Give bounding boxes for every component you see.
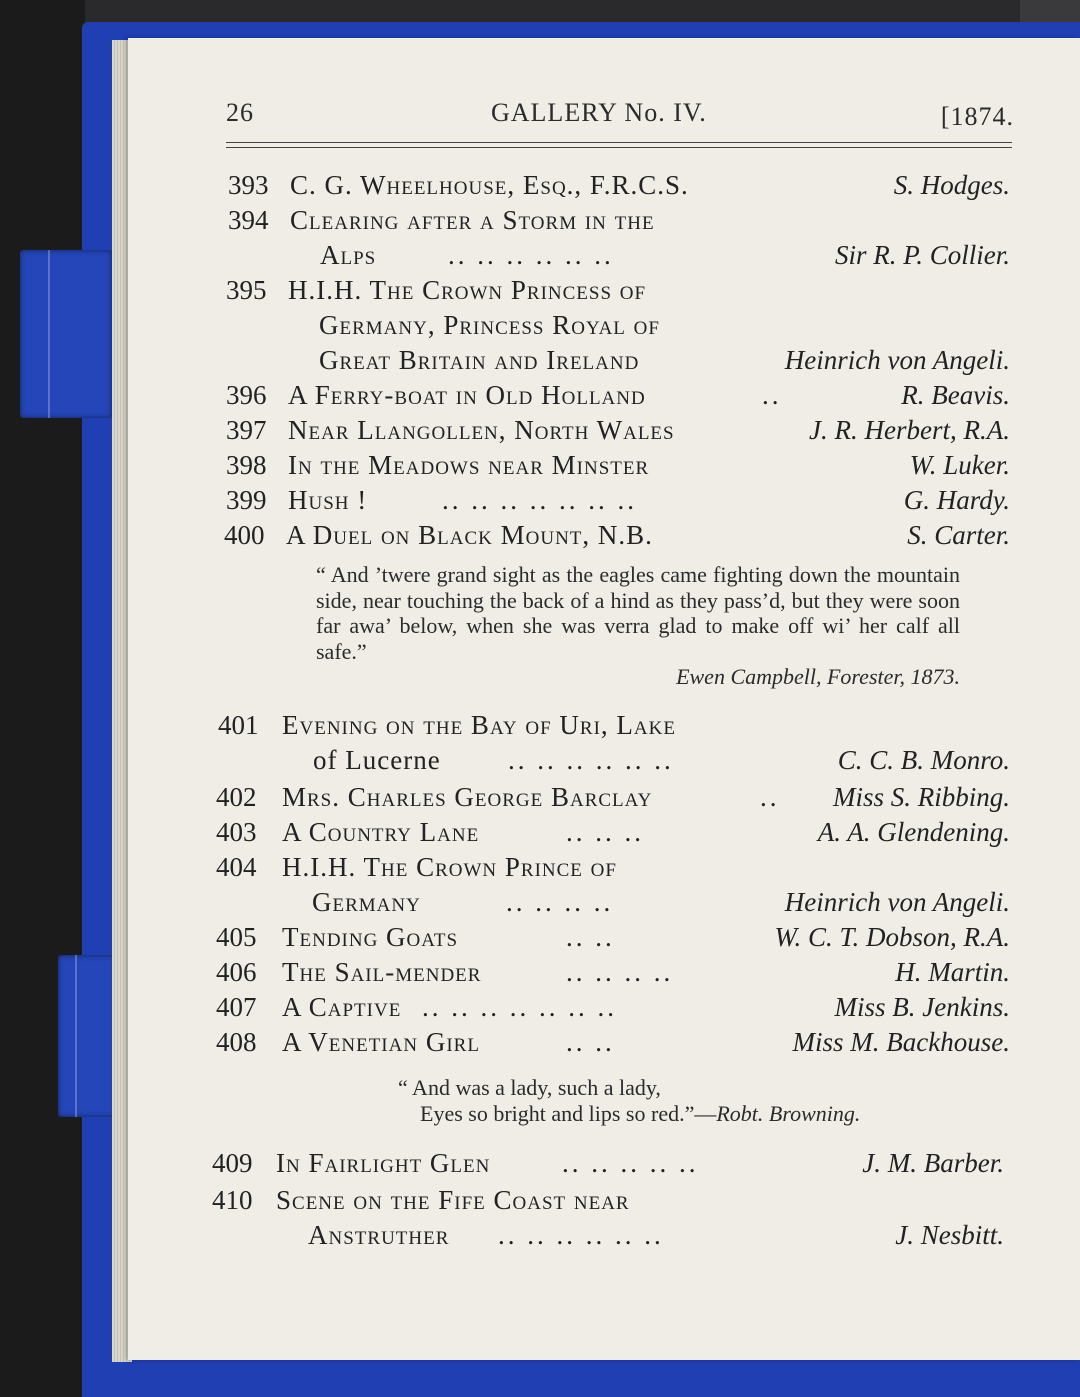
catalogue-entry: [226, 483, 1010, 517]
entry-title: of Lucerne: [313, 745, 441, 775]
index-tab: [58, 955, 116, 1117]
entry-artist: G. Hardy.: [903, 485, 1010, 515]
catalogue-entry: [224, 518, 1010, 552]
catalogue-entry-continuation: [212, 1218, 1004, 1252]
quote-text: “ And ’twere grand sight as the eagles came fighting down the mountain side, near touching the back of a hind as they pass’d, but they were soon far awa’ below, when she was verra glad to make off wi’ her calf all safe.”: [316, 562, 960, 664]
entry-title: Hush !: [288, 485, 368, 515]
entry-artist: J. R. Herbert, R.A.: [809, 415, 1010, 445]
entry-number: 409: [212, 1148, 253, 1178]
leader-dots: .. .. .. .. ..: [562, 1148, 699, 1178]
entry-artist: Miss B. Jenkins.: [834, 992, 1010, 1022]
page-number: 26: [226, 98, 254, 127]
entry-artist: J. M. Barber.: [862, 1148, 1004, 1178]
catalogue-entry: [226, 273, 1010, 307]
catalogue-entry: [218, 708, 1010, 742]
leader-dots: .. .. .. .. .. ..: [508, 745, 674, 775]
catalogue-entry: [216, 990, 1010, 1024]
catalogue-entry-continuation: [226, 343, 1010, 377]
entry-number: 396: [226, 380, 267, 410]
header-rule: [226, 147, 1012, 148]
leader-dots: .. ..: [566, 1027, 615, 1057]
entry-title: A Ferry-boat in Old Holland: [288, 380, 646, 410]
catalogue-entry: [228, 168, 1010, 202]
entry-artist: Heinrich von Angeli.: [784, 887, 1010, 917]
quotation: [316, 562, 960, 690]
entry-title: Germany: [312, 887, 421, 917]
leader-dots: .. .. ..: [566, 817, 644, 847]
entry-title: A Country Lane: [282, 817, 480, 847]
catalogue-entry: [212, 1146, 1004, 1180]
entry-number: 399: [226, 485, 267, 515]
entry-artist: Sir R. P. Collier.: [834, 240, 1010, 270]
entry-artist: S. Carter.: [907, 520, 1010, 550]
entry-number: 406: [216, 957, 257, 987]
leader-dots: ..: [762, 380, 782, 410]
entry-number: 400: [224, 520, 265, 550]
entry-artist: R. Beavis.: [901, 380, 1010, 410]
page-header: [226, 98, 1014, 138]
leader-dots: .. .. .. .. .. ..: [448, 240, 614, 270]
catalogue-entry: [216, 815, 1010, 849]
page-title: GALLERY No. IV.: [491, 98, 707, 127]
entry-number: 402: [216, 782, 257, 812]
entry-artist: A. A. Glendening.: [817, 817, 1010, 847]
entry-title: C. G. Wheelhouse, Esq., F.R.C.S.: [290, 170, 689, 200]
entry-number: 408: [216, 1027, 257, 1057]
leader-dots: ..: [760, 782, 780, 812]
header-rule: [226, 142, 1012, 143]
catalogue-entry: [212, 1183, 1004, 1217]
background-left: [0, 0, 85, 1397]
entry-artist: Miss M. Backhouse.: [792, 1027, 1010, 1057]
entry-title: In Fairlight Glen: [276, 1148, 491, 1178]
entry-title: Scene on the Fife Coast near: [276, 1185, 630, 1215]
entry-artist: Miss S. Ribbing.: [832, 782, 1010, 812]
quote-attribution: Robt. Browning.: [716, 1101, 861, 1126]
catalogue-entry: [216, 780, 1010, 814]
entry-title: A Venetian Girl: [282, 1027, 480, 1057]
entry-title: Anstruther: [308, 1220, 450, 1250]
entry-title: Tending Goats: [282, 922, 459, 952]
catalogue-entry: [216, 1025, 1010, 1059]
entry-number: 394: [228, 205, 269, 235]
entry-number: 393: [228, 170, 269, 200]
entry-number: 410: [212, 1185, 253, 1215]
index-tab: [20, 250, 112, 418]
catalogue-entry-continuation: [218, 743, 1010, 777]
entry-artist: H. Martin.: [895, 957, 1010, 987]
catalogue-entry-continuation: [228, 238, 1010, 272]
catalogue-entry: [216, 850, 1010, 884]
quote-text: “ And was a lady, such a lady,: [398, 1075, 661, 1100]
leader-dots: .. .. .. .. .. ..: [498, 1220, 664, 1250]
catalogue-entry: [226, 448, 1010, 482]
entry-number: 397: [226, 415, 267, 445]
entry-number: 407: [216, 992, 257, 1022]
entry-artist: J. Nesbitt.: [895, 1220, 1004, 1250]
entry-title: A Captive: [282, 992, 402, 1022]
leader-dots: .. .. .. .. .. .. ..: [442, 485, 637, 515]
entry-artist: S. Hodges.: [893, 170, 1010, 200]
quotation-line: [420, 1101, 860, 1127]
quote-text: Eyes so bright and lips so red.”—: [420, 1101, 717, 1126]
entry-artist: C. C. B. Monro.: [837, 745, 1010, 775]
entry-number: 405: [216, 922, 257, 952]
quote-attribution: Ewen Campbell, Forester, 1873.: [676, 664, 960, 689]
header-year: [1874.: [940, 102, 1014, 131]
leader-dots: .. .. .. .. .. .. ..: [422, 992, 617, 1022]
entry-title: The Sail-mender: [282, 957, 482, 987]
entry-title: H.I.H. The Crown Princess of: [288, 275, 647, 305]
entry-number: 401: [218, 710, 259, 740]
leader-dots: .. .. .. ..: [506, 887, 614, 917]
entry-number: 395: [226, 275, 267, 305]
leader-dots: .. .. .. ..: [566, 957, 674, 987]
entry-title: Alps: [320, 240, 377, 270]
entry-number: 404: [216, 852, 257, 882]
catalogue-entry: [226, 378, 1010, 412]
entry-artist: W. Luker.: [909, 450, 1010, 480]
entry-title: Near Llangollen, North Wales: [288, 415, 675, 445]
entry-title: Mrs. Charles George Barclay: [282, 782, 653, 812]
entry-title: Clearing after a Storm in the: [290, 205, 655, 235]
leader-dots: .. ..: [566, 922, 615, 952]
entry-title: In the Meadows near Minster: [288, 450, 650, 480]
entry-number: 403: [216, 817, 257, 847]
entry-title: Germany, Princess Royal of: [319, 310, 660, 340]
catalogue-entry-continuation: [226, 308, 1010, 342]
entry-title: A Duel on Black Mount, N.B.: [286, 520, 653, 550]
entry-title: Great Britain and Ireland: [319, 345, 640, 375]
catalogue-entry: [226, 413, 1010, 447]
entry-title: H.I.H. The Crown Prince of: [282, 852, 617, 882]
entry-number: 398: [226, 450, 267, 480]
catalogue-entry: [216, 920, 1010, 954]
entry-title: Evening on the Bay of Uri, Lake: [282, 710, 676, 740]
catalogue-entry-continuation: [216, 885, 1010, 919]
quotation-line: [398, 1075, 661, 1101]
entry-artist: W. C. T. Dobson, R.A.: [774, 922, 1010, 952]
catalogue-entry: [228, 203, 1010, 237]
entry-artist: Heinrich von Angeli.: [784, 345, 1010, 375]
catalogue-entry: [216, 955, 1010, 989]
